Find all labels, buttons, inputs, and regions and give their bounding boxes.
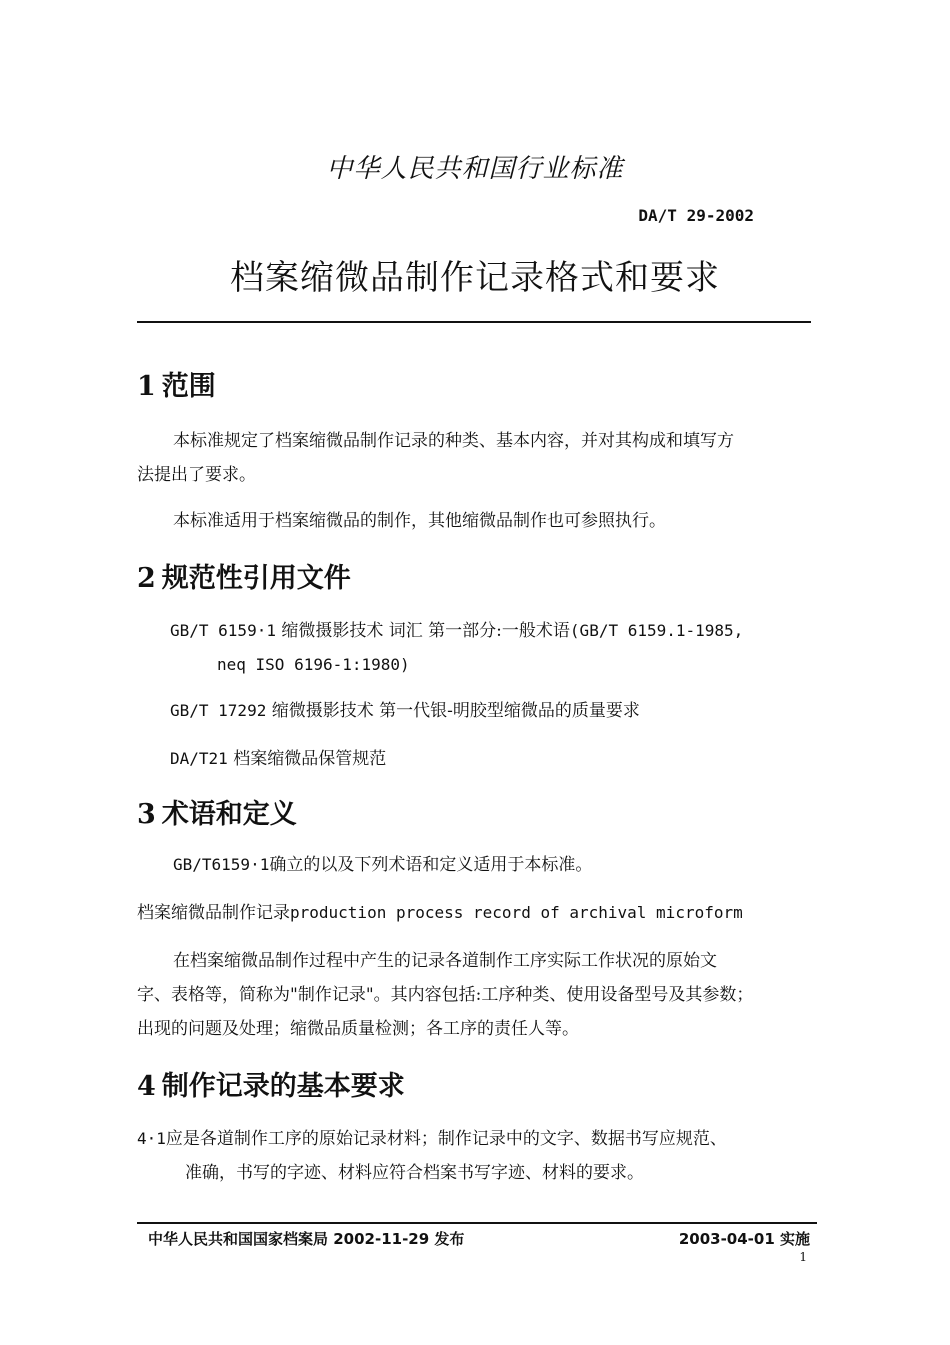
section-number: 1 bbox=[137, 371, 156, 402]
section-4-heading bbox=[137, 1064, 405, 1103]
reference-text: 档案缩微品保管规范 bbox=[233, 749, 387, 769]
intro-code: GB/T6159·1 bbox=[173, 855, 270, 874]
paragraph-line: 在档案缩微品制作过程中产生的记录各道制作工序实际工作状况的原始文 bbox=[173, 951, 717, 971]
section-number: 3 bbox=[137, 799, 156, 830]
reference-item bbox=[170, 694, 820, 728]
section-title: 术语和定义 bbox=[161, 799, 297, 830]
reference-code: DA/T21 bbox=[170, 749, 228, 768]
reference-item bbox=[170, 742, 820, 776]
section-1-paragraph-1-cont bbox=[137, 458, 817, 492]
document-title: 档案缩微品制作记录格式和要求 bbox=[230, 258, 720, 298]
footer-divider bbox=[137, 1222, 817, 1224]
section-2-heading bbox=[137, 556, 351, 595]
issuer-line: 中华人民共和国国家档案局 2002-11-29 发布 bbox=[148, 1230, 465, 1248]
definition-paragraph bbox=[137, 944, 817, 978]
reference-code: GB/T 17292 bbox=[170, 701, 267, 720]
title-divider bbox=[137, 321, 811, 323]
section-number: 4 bbox=[137, 1071, 156, 1102]
section-title: 规范性引用文件 bbox=[161, 563, 351, 594]
section-3-heading bbox=[137, 792, 297, 831]
reference-text: 缩微摄影技术 第一代银-明胶型缩微品的质量要求 bbox=[271, 701, 640, 721]
item-number: 4·1 bbox=[137, 1129, 166, 1148]
paragraph-line: 字、表格等，简称为"制作记录"。其内容包括:工序种类、使用设备型号及其参数； bbox=[137, 985, 754, 1005]
requirement-item bbox=[137, 1122, 817, 1156]
paragraph-line: 本标准规定了档案缩微品制作记录的种类、基本内容，并对其构成和填写方 bbox=[173, 431, 734, 451]
paragraph-line: 出现的问题及处理；缩微品质量检测；各工序的责任人等。 bbox=[137, 1019, 579, 1039]
term-line bbox=[137, 896, 817, 930]
page-number: 1 bbox=[799, 1250, 807, 1264]
definition-intro bbox=[173, 848, 823, 882]
paragraph-line: 本标准适用于档案缩微品的制作，其他缩微品制作也可参照执行。 bbox=[173, 511, 666, 531]
reference-code: GB/T 6159·1 bbox=[170, 621, 276, 640]
reference-tail: (GB/T 6159.1-1985, bbox=[569, 621, 744, 640]
section-1-heading bbox=[137, 364, 216, 403]
definition-paragraph-cont bbox=[137, 978, 817, 1012]
section-title: 制作记录的基本要求 bbox=[161, 1071, 405, 1102]
intro-text: 确立的以及下列术语和定义适用于本标准。 bbox=[269, 855, 593, 875]
reference-tail-2: neq ISO 6196-1:1980) bbox=[217, 655, 410, 674]
standard-type: 中华人民共和国行业标准 bbox=[326, 154, 624, 184]
term-chinese: 档案缩微品制作记录 bbox=[137, 903, 290, 923]
section-title: 范围 bbox=[161, 371, 216, 402]
requirement-item-cont bbox=[185, 1156, 865, 1190]
term-english: production process record of archival microform bbox=[290, 903, 743, 922]
section-number: 2 bbox=[137, 563, 156, 594]
section-1-paragraph-2 bbox=[137, 504, 817, 538]
paragraph-line: 法提出了要求。 bbox=[137, 465, 256, 485]
section-1-paragraph-1 bbox=[137, 424, 817, 458]
paragraph-line: 准确，书写的字迹、材料应符合档案书写字迹、材料的要求。 bbox=[185, 1163, 644, 1183]
reference-item bbox=[170, 614, 820, 648]
paragraph-line: 应是各道制作工序的原始记录材料；制作记录中的文字、数据书写应规范、 bbox=[165, 1129, 727, 1149]
reference-item-cont bbox=[217, 648, 410, 682]
effective-date: 2003-04-01 实施 bbox=[678, 1230, 810, 1248]
document-code: DA/T 29-2002 bbox=[638, 206, 754, 225]
reference-text: 缩微摄影技术 词汇 第一部分:一般术语 bbox=[281, 621, 570, 641]
definition-paragraph-cont bbox=[137, 1012, 817, 1046]
